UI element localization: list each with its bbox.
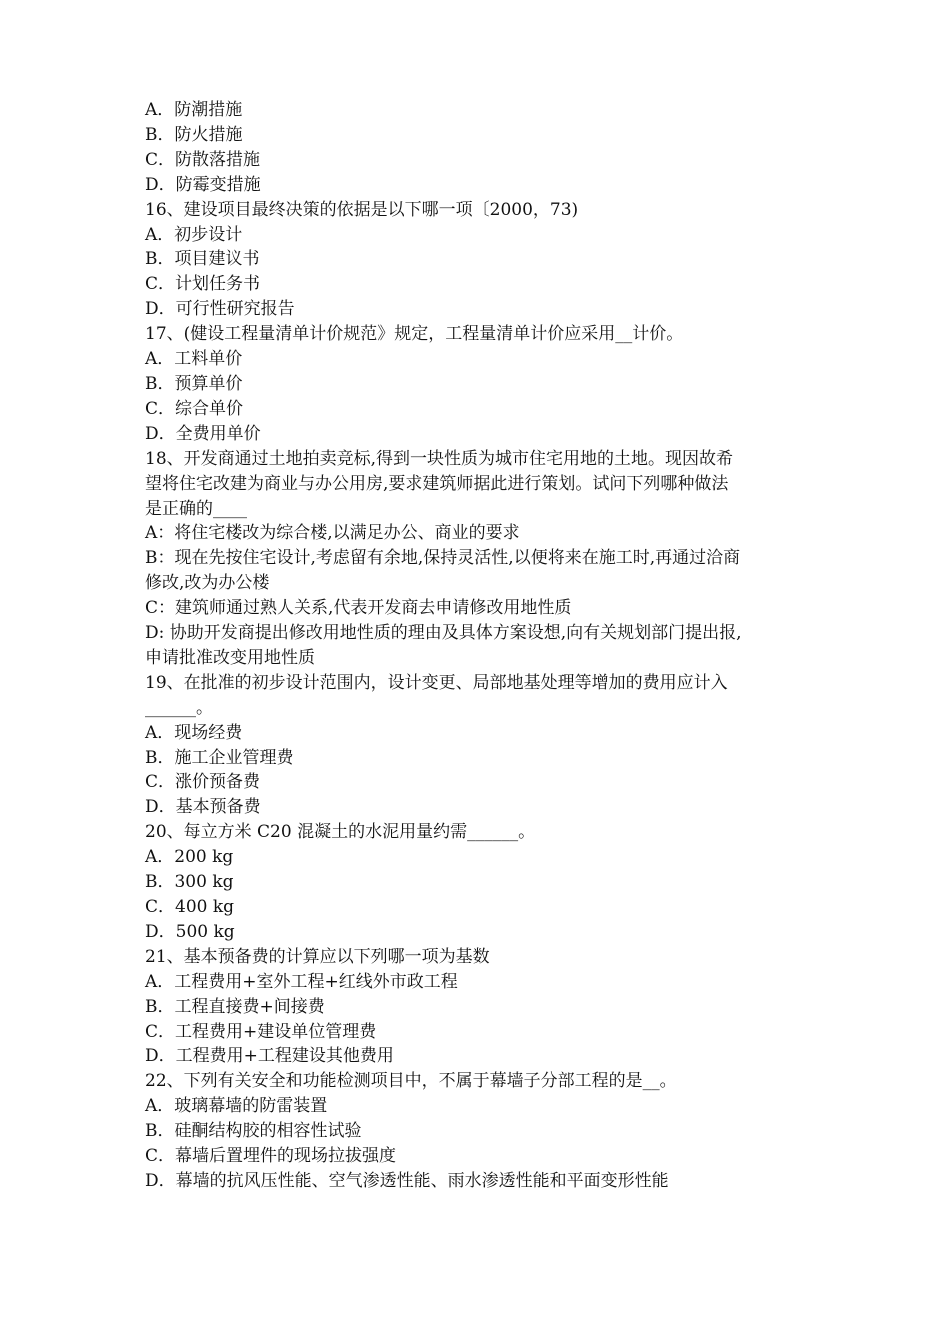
question-21: 21、基本预备费的计算应以下列哪一项为基数 (145, 946, 490, 967)
answer-option: A．现场经费 (145, 722, 243, 743)
answer-option: D．工程费用+工程建设其他费用 (145, 1046, 394, 1067)
answer-option: A．防潮措施 (145, 100, 243, 120)
answer-option: C．400 kg (145, 897, 235, 917)
answer-option: D．幕墙的抗风压性能、空气渗透性能、雨水渗透性能和平面变形性能 (145, 1170, 669, 1191)
answer-option: A．200 kg (145, 847, 234, 868)
answer-option: C．防散落措施 (145, 149, 261, 170)
answer-option: C．涨价预备费 (145, 772, 261, 793)
answer-option: D．基本预备费 (145, 797, 261, 818)
answer-option: C．计划任务书 (145, 274, 261, 295)
answer-option: B．防火措施 (145, 124, 243, 145)
question-18-continued: 是正确的____ (145, 498, 247, 519)
answer-option: C．幕墙后置埋件的现场拉拔强度 (145, 1146, 397, 1167)
question-18-continued: 望将住宅改建为商业与办公用房,要求建筑师据此进行策划。试问下列哪种做法 (145, 473, 729, 494)
answer-option: B．预算单价 (145, 373, 243, 394)
answer-option: D: 协助开发商提出修改用地性质的理由及具体方案设想,向有关规划部门提出报, (145, 623, 742, 644)
answer-option: B．施工企业管理费 (145, 747, 294, 768)
question-22: 22、下列有关安全和功能检测项目中，不属于幕墙子分部工程的是__。 (145, 1071, 677, 1092)
answer-option: D．可行性研究报告 (145, 299, 295, 320)
answer-option: A．工料单价 (145, 349, 243, 370)
question-20: 20、每立方米 C20 混凝土的水泥用量约需______。 (145, 822, 536, 843)
answer-option: D．全费用单价 (145, 423, 261, 444)
answer-option: A：将住宅楼改为综合楼,以满足办公、商业的要求 (145, 523, 520, 544)
answer-option: D．500 kg (145, 921, 235, 942)
question-18: 18、开发商通过土地拍卖竞标,得到一块性质为城市住宅用地的土地。现因故希 (145, 448, 734, 469)
question-16: 16、建设项目最终决策的依据是以下哪一项〔2000，73) (145, 199, 579, 220)
answer-option-continued: 修改,改为办公楼 (145, 573, 270, 594)
question-19: 19、在批准的初步设计范围内，设计变更、局部地基处理等增加的费用应计入 (145, 672, 728, 693)
answer-option: B：现在先按住宅设计,考虑留有余地,保持灵活性,以便将来在施工时,再通过洽商 (145, 548, 741, 569)
answer-option: C：建筑师通过熟人关系,代表开发商去申请修改用地性质 (145, 598, 572, 619)
answer-option: D．防霉变措施 (145, 174, 261, 195)
question-17: 17、(健设工程量清单计价规范》规定，工程量清单计价应采用__计价。 (145, 324, 684, 345)
answer-option: B．300 kg (145, 872, 234, 893)
document-body (145, 98, 825, 1194)
answer-option: B．项目建议书 (145, 249, 260, 270)
answer-option: A．工程费用+室外工程+红线外市政工程 (145, 971, 458, 992)
question-19-continued: ______。 (145, 697, 213, 718)
answer-option: A．初步设计 (145, 224, 243, 245)
answer-option: A．玻璃幕墙的防雷装置 (145, 1096, 328, 1117)
answer-option-continued: 申请批准改变用地性质 (145, 647, 315, 668)
answer-option: C．工程费用+建设单位管理费 (145, 1021, 377, 1042)
answer-option: B．硅酮结构胶的相容性试验 (145, 1121, 362, 1142)
answer-option: C．综合单价 (145, 398, 244, 419)
answer-option: B．工程直接费+间接费 (145, 996, 325, 1017)
